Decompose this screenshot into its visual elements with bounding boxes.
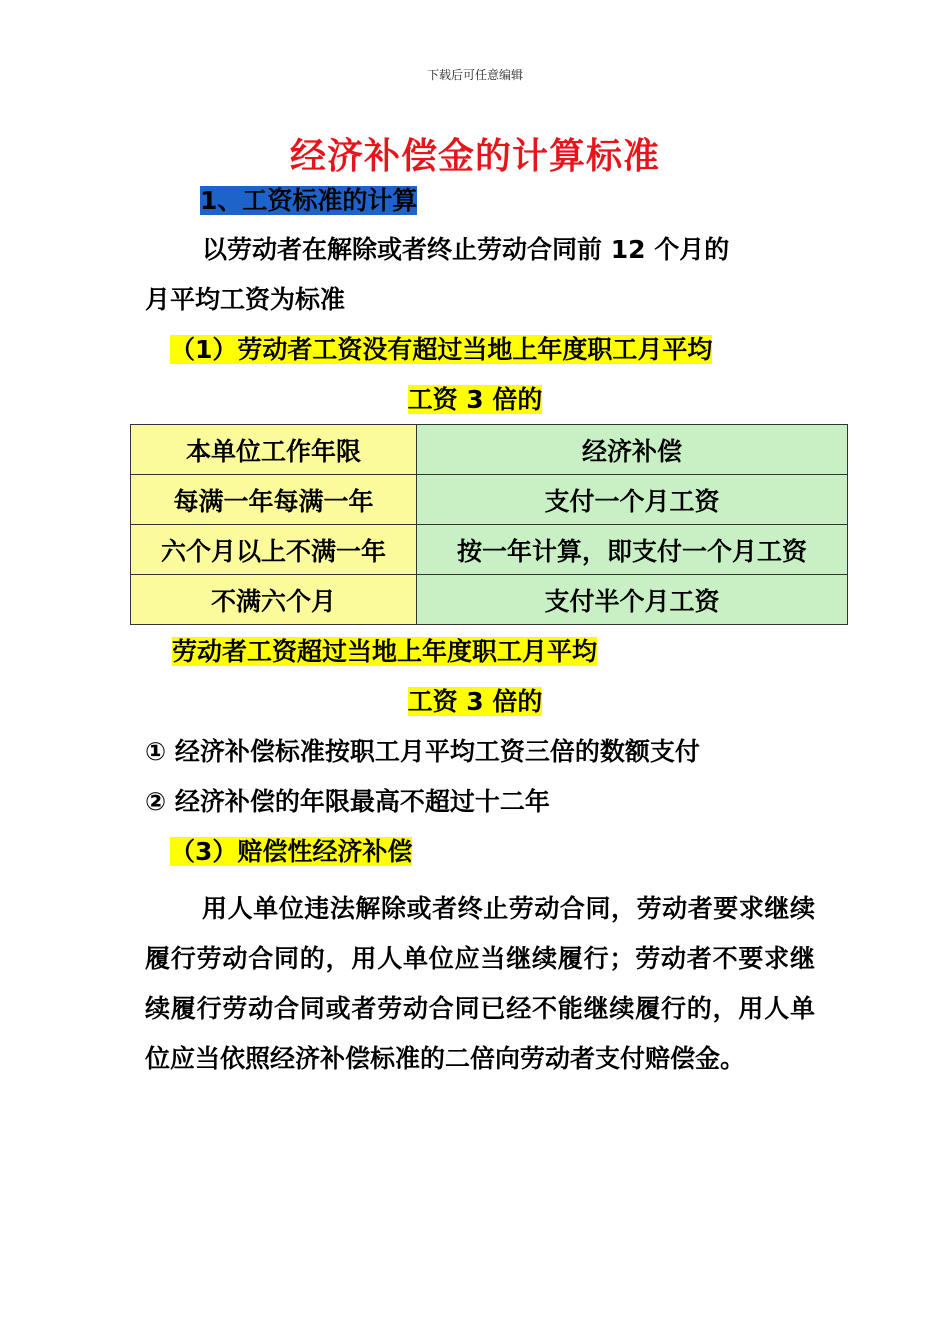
page-title: 经济补偿金的计算标准 — [289, 136, 660, 177]
table-header-row — [131, 425, 848, 475]
sub2-heading-line-1 — [172, 635, 597, 669]
sub3-paragraph: 用人单位违法解除或者终止劳动合同，劳动者要求继续履行劳动合同的，用人单位应当继续履行；劳动者不要求继续履行劳动合同或者劳动合同已经不能继续履行的，用人单位应当依照经济补偿标准的二倍向劳动者支付赔偿金。 — [145, 894, 815, 1073]
section-1-heading — [200, 184, 417, 218]
list-item: ① 经济补偿标准按职工月平均工资三倍的数额支付 — [145, 737, 700, 766]
table-row — [131, 575, 848, 625]
sub1-heading-line-1-text: （1）劳动者工资没有超过当地上年度职工月平均 — [170, 335, 713, 364]
sub3-heading — [170, 835, 412, 869]
sub2-heading-line-2-text: 工资 3 倍的 — [407, 687, 543, 716]
sub1-heading-line-2 — [0, 383, 950, 417]
intro-line-1: 以劳动者在解除或者终止劳动合同前 12 个月的 — [202, 235, 730, 264]
table-row — [131, 475, 848, 525]
sub2-heading-line-1-text: 劳动者工资超过当地上年度职工月平均 — [172, 637, 598, 666]
table-header-compensation: 经济补偿 — [417, 425, 848, 475]
sub1-heading-line-2-text: 工资 3 倍的 — [407, 385, 543, 414]
header-note: 下载后可任意编辑 — [426, 68, 523, 82]
table-cell-compensation: 按一年计算，即支付一个月工资 — [417, 525, 848, 575]
table-header-years: 本单位工作年限 — [131, 425, 417, 475]
table-row — [131, 525, 848, 575]
intro-line-2: 月平均工资为标准 — [145, 285, 346, 314]
table-cell-years: 不满六个月 — [131, 575, 417, 625]
table-cell-years: 每满一年每满一年 — [131, 475, 417, 525]
compensation-table — [130, 424, 848, 625]
sub2-heading-line-2 — [0, 685, 950, 719]
table-cell-years: 六个月以上不满一年 — [131, 525, 417, 575]
table-cell-compensation: 支付半个月工资 — [417, 575, 848, 625]
sub1-heading-line-1 — [170, 333, 712, 367]
table-cell-compensation: 支付一个月工资 — [417, 475, 848, 525]
sub3-heading-text: （3）赔偿性经济补偿 — [170, 837, 413, 866]
section-1-heading-text: 1、工资标准的计算 — [200, 186, 418, 215]
list-item: ② 经济补偿的年限最高不超过十二年 — [145, 787, 550, 816]
